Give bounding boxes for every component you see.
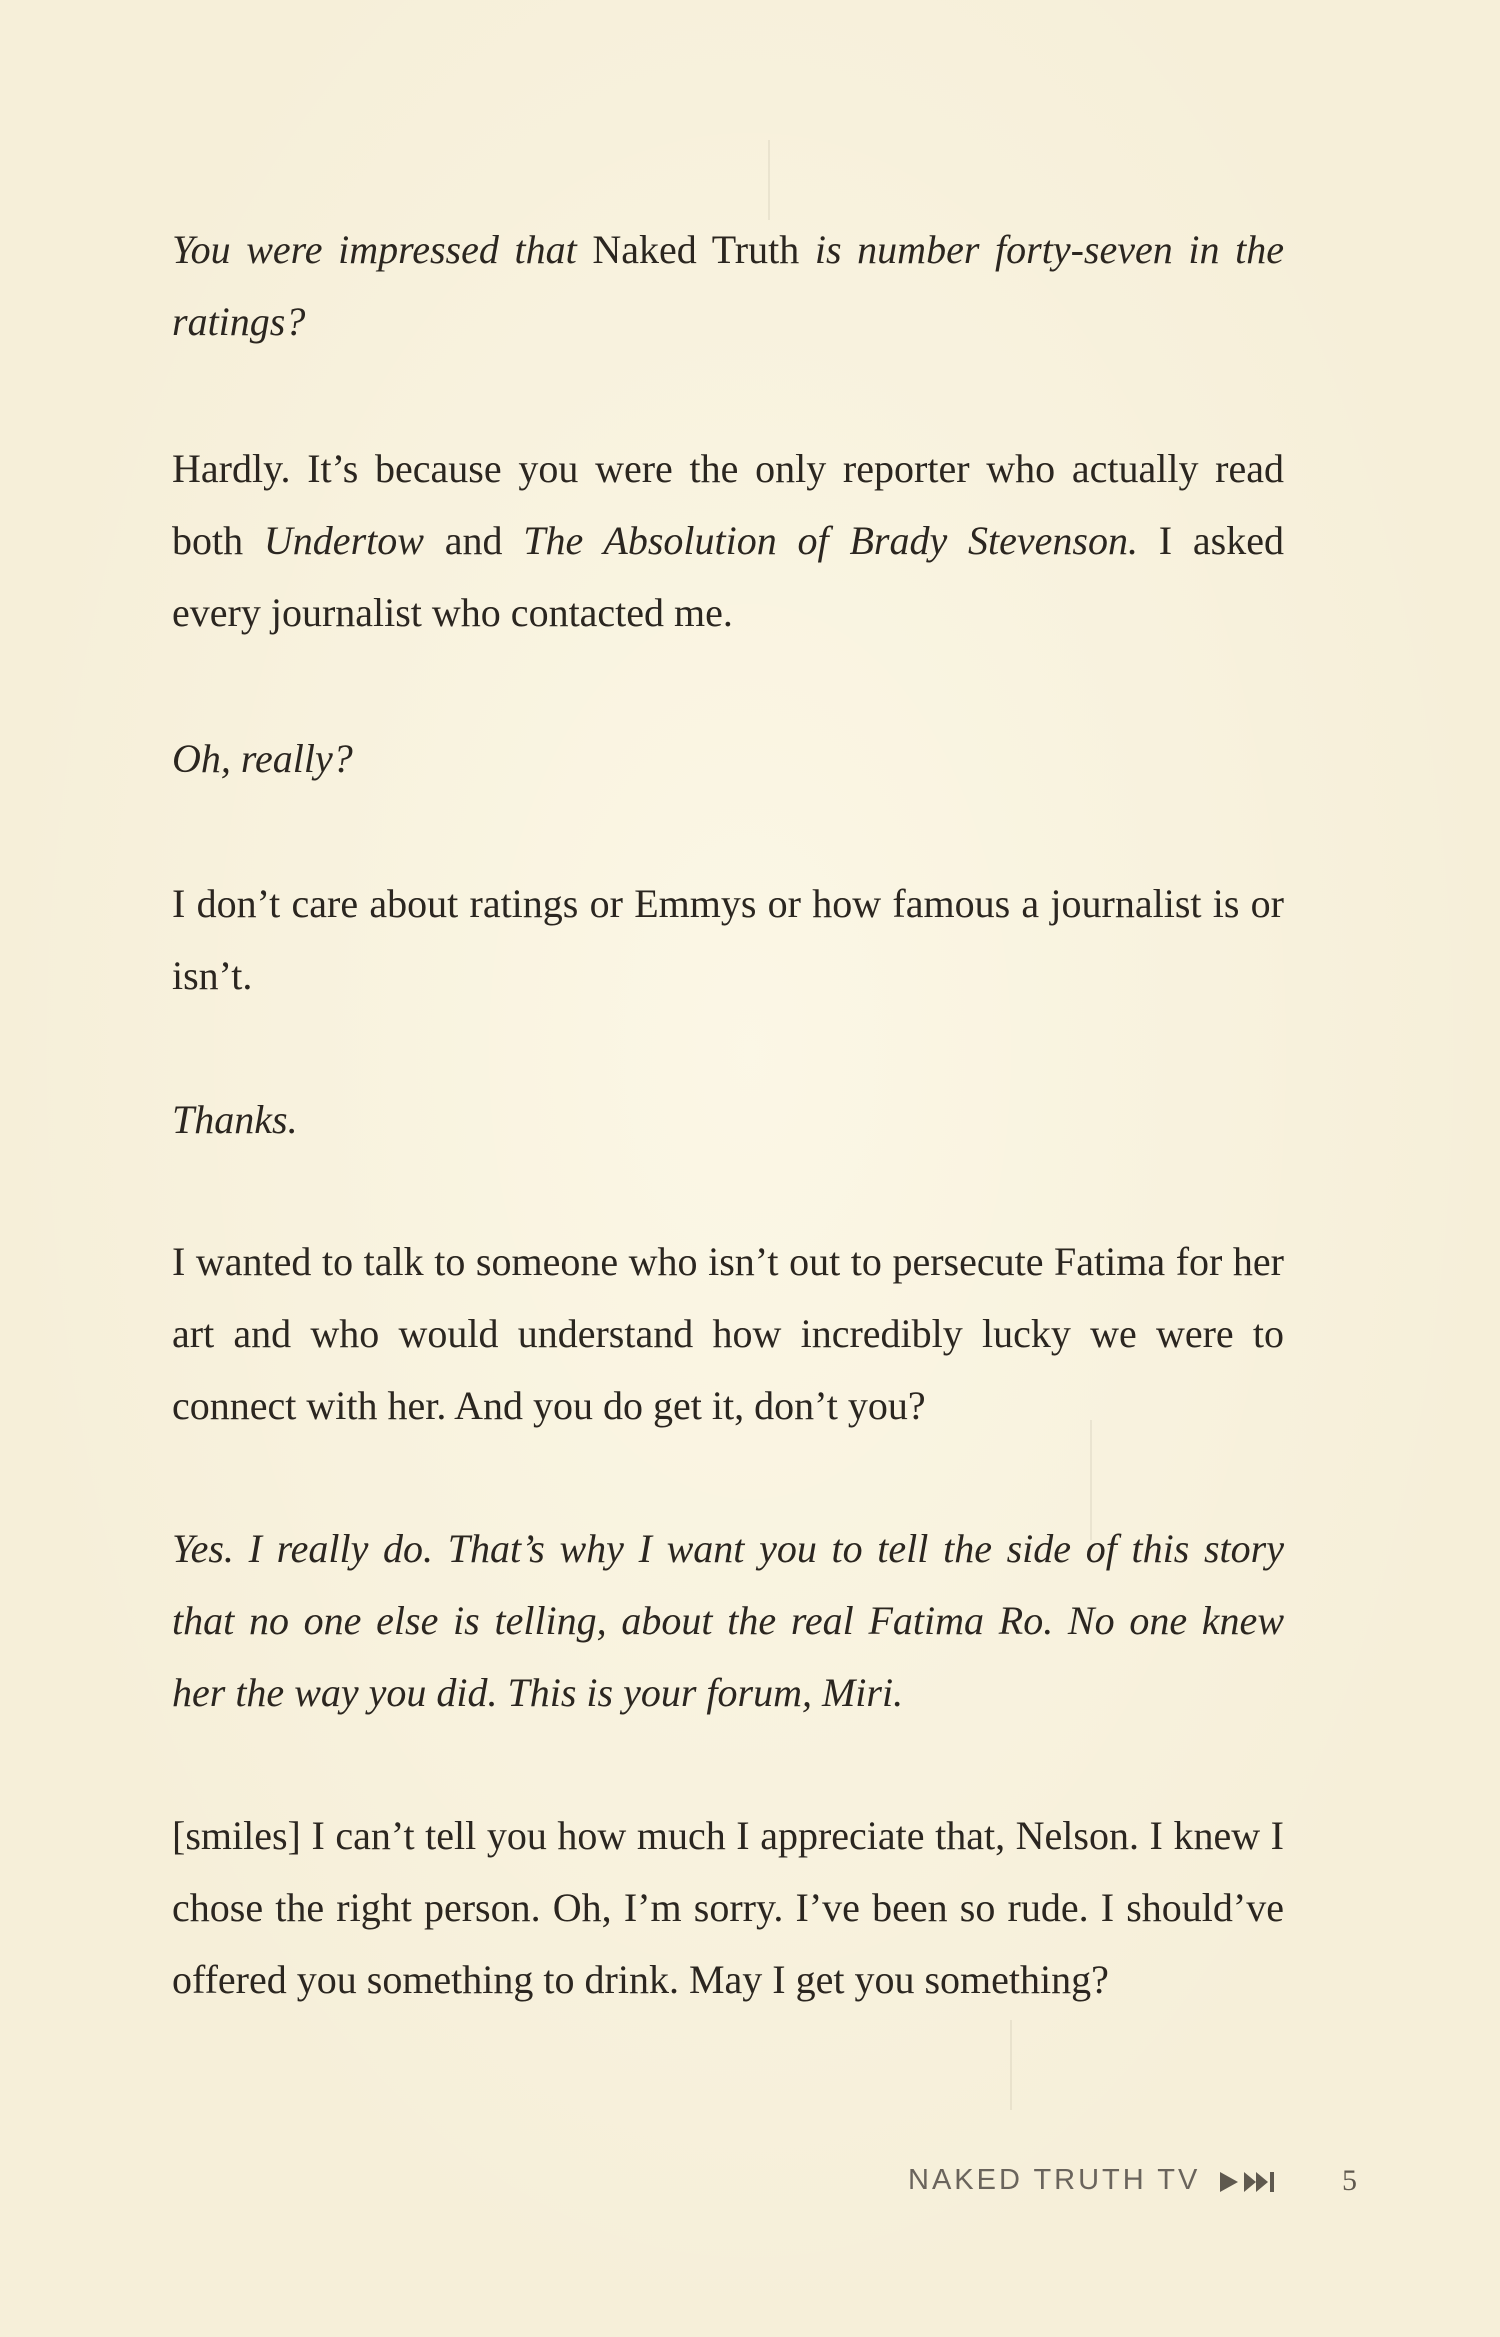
paragraph-4-text: I don’t care about ratings or Emmys or how famous a journalist is or isn’t.: [172, 881, 1284, 998]
page-number: 5: [1342, 2164, 1357, 2197]
paragraph-1-part-1: You were impressed that: [172, 227, 593, 272]
paragraph-8: [172, 1800, 1284, 2016]
paragraph-1: [172, 214, 1284, 358]
play-skip-forward-icon: [1218, 2170, 1282, 2194]
running-footer-title: NAKED TRUTH TV: [908, 2164, 1201, 2196]
paragraph-7: [172, 1513, 1284, 1729]
paragraph-4: [172, 868, 1284, 1012]
paragraph-5: [172, 1084, 1284, 1156]
paragraph-3: [172, 723, 1284, 795]
paragraph-6-text: I wanted to talk to someone who isn’t out to persecute Fatima for her art and who would understand how incredibly lucky we were to connect with her. And you do get it, don’t you?: [172, 1239, 1284, 1428]
paragraph-2-part-1: Hardly. It’s because you were the only reporter who actually read both: [172, 446, 1284, 563]
paragraph-5-text: Thanks.: [172, 1097, 298, 1142]
show-title-naked-truth: Naked Truth: [592, 227, 800, 272]
paragraph-2-part-5: I asked every journalist who contacted me.: [172, 518, 1284, 635]
paragraph-3-text: Oh, really?: [172, 736, 353, 781]
paragraph-8-text: [smiles] I can’t tell you how much I appreciate that, Nelson. I knew I chose the right person. Oh, I’m sorry. I’ve been so rude. I should’ve offered you something to drink. May I get you something?: [172, 1813, 1284, 2002]
paper-crease: [1010, 2020, 1012, 2110]
paper-crease: [768, 140, 770, 220]
paragraph-6: [172, 1226, 1284, 1442]
paragraph-2: [172, 433, 1284, 649]
book-title-undertow: Undertow: [263, 518, 424, 563]
paragraph-1-part-3: is number forty-seven in the ratings?: [172, 227, 1285, 344]
book-title-absolution: The Absolution of Brady Stevenson.: [523, 518, 1138, 563]
paragraph-7-text: Yes. I really do. That’s why I want you to tell the side of this story that no one else is telling, about the real Fatima Ro. No one knew her the way you did. This is your forum, Miri.: [172, 1526, 1284, 1715]
paragraph-2-part-3: and: [423, 518, 524, 563]
